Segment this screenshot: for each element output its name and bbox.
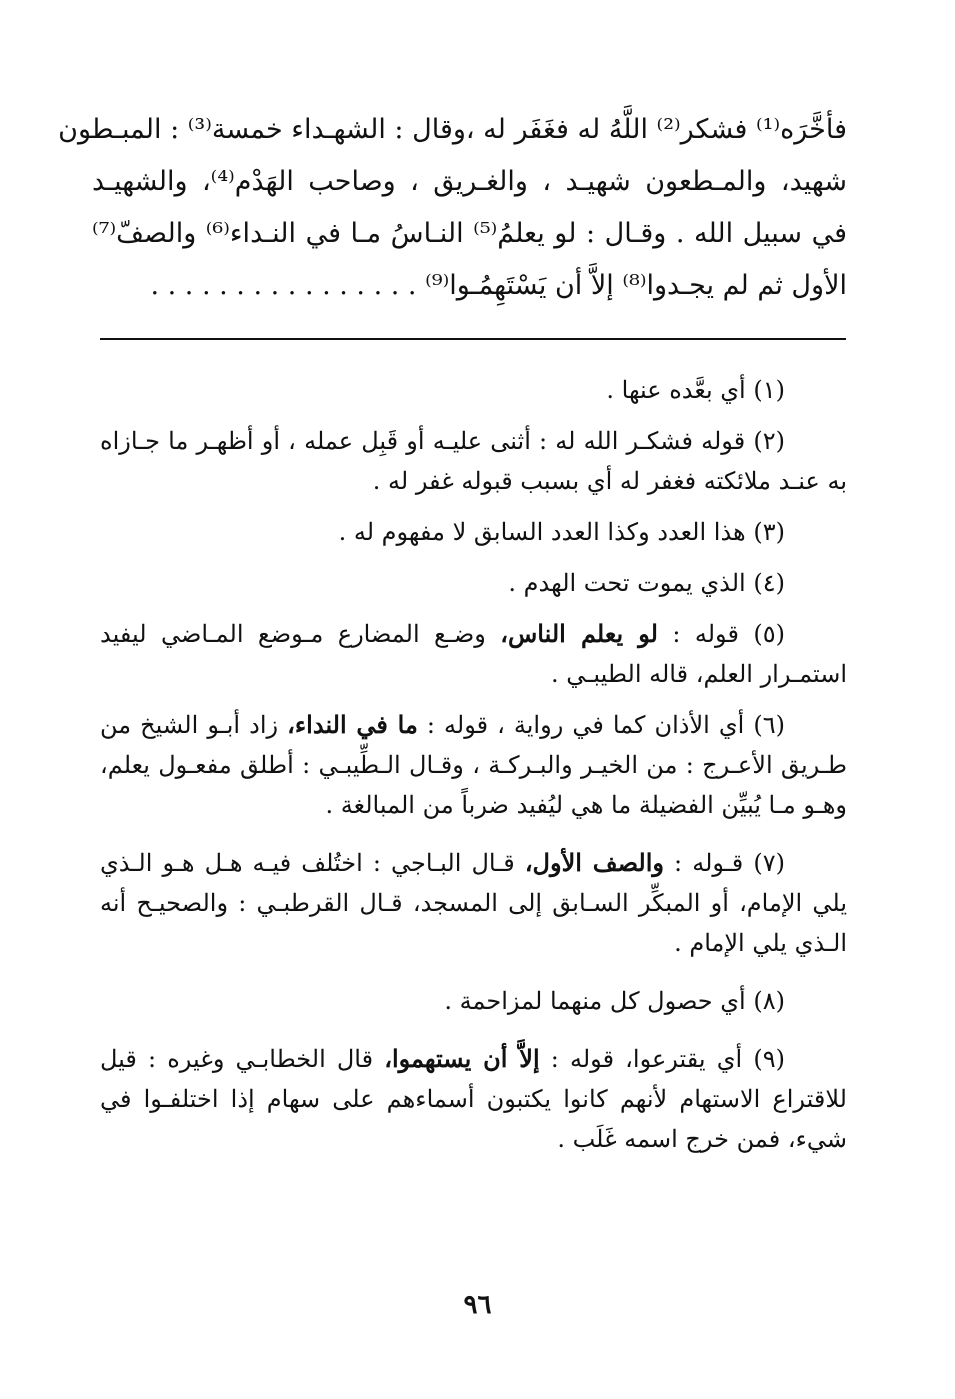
footnote <box>100 705 847 825</box>
footnote-number: (١) <box>753 376 785 404</box>
footnote-text: هذا العدد وكذا العدد السابق لا مفهوم له . <box>338 518 746 546</box>
footnote-text: أي حصول كل منهما لمزاحمة . <box>444 987 746 1015</box>
footnote <box>100 370 847 410</box>
footnote-quoted-phrase: إلاَّ أن يستهموا، <box>384 1044 540 1073</box>
main-text-line: شهيد، والمـطعون شهيـد ، والغـريق ، وصاحب الهَدْم⁽⁴⁾، والشهيـد <box>92 166 847 197</box>
footnote-text: قـال البـاجي : اختُلف فيـه هـل هـو الـذي يلي الإمام، أو المبكِّر السـابق إلى المسجد، قـال القرطبـي : والصحيـح أنه الـذي يلي الإمام . <box>100 849 847 957</box>
main-text-line: الأول ثم لم يجـدوا⁽⁸⁾ إلاَّ أن يَسْتَهِمُـوا⁽⁹⁾ <box>425 270 847 301</box>
footnote-lead: أي يقترعوا، قوله : <box>550 1045 743 1073</box>
footnote-quoted-phrase: والصف الأول، <box>524 848 664 877</box>
footnote-number: (٥) <box>753 620 785 648</box>
footnote <box>100 512 847 552</box>
page-number: ٩٦ <box>463 1290 492 1320</box>
main-text-block <box>58 104 847 312</box>
footnote-lead: قوله : <box>672 620 739 648</box>
footnote-number: (٦) <box>753 711 786 739</box>
footnote <box>100 843 847 963</box>
footnote-text: قوله فشكـر الله له : أثنى عليـه أو قَبِل عمله ، أو أظهـر ما جـازاه به عنـد ملائكته فغفر له أي بسبب قبوله غفر له . <box>100 427 847 495</box>
footnote-number: (٤) <box>753 569 785 597</box>
footnote-text: وضـع المضارع مـوضع المـاضي ليفيد استمـرار العلم، قاله الطيبـي . <box>100 620 847 688</box>
footnote <box>100 563 847 603</box>
footnote-lead: أي الأذان كما في رواية ، قوله : <box>426 711 745 739</box>
footnote <box>100 1039 847 1159</box>
footnote-quoted-phrase: ما في النداء، <box>287 710 418 739</box>
footnote-text: قال الخطابـي وغيره : قيل للاقتراع الاستهام لأنهم كانوا يكتبون أسماءهم على سهام إذا اختلفـوا في شيء، فمن خرج اسمه غَلَب . <box>100 1045 847 1153</box>
footnote-quoted-phrase: لو يعلم الناس، <box>500 619 658 648</box>
footnote-text: زاد أبـو الشيخ من طـريق الأعـرج : من الخيـر والبـركـة ، وقـال الـطِّيبـي : أطلق مفعـول يعلم، وهـو مـا يُبيِّن الفضيلة ما هي ليُفيد ضرباً من المبالغة . <box>100 711 847 819</box>
footnote <box>100 981 847 1021</box>
footnote-text: الذي يموت تحت الهدم . <box>508 569 746 597</box>
main-text-line: في سبيل الله . وقـال : لو يعلمُ⁽⁵⁾ النـاسُ مـا في النـداء⁽⁶⁾ والصفّ⁽⁷⁾ <box>92 218 847 249</box>
footnote-number: (٢) <box>753 427 785 455</box>
footnote-text: أي بعَّده عنها . <box>606 376 746 404</box>
footnotes-block <box>100 370 847 1159</box>
footnote <box>100 421 847 501</box>
trailing-dots: . . . . . . . . . . . . . . . . <box>150 270 417 301</box>
footnote <box>100 614 847 694</box>
footnote-number: (٧) <box>753 849 786 877</box>
footnote-number: (٣) <box>753 518 785 546</box>
footnote-number: (٨) <box>753 987 785 1015</box>
main-text-line-last <box>92 260 847 312</box>
footnote-number: (٩) <box>753 1045 785 1073</box>
footnote-lead: قـوله : <box>674 849 744 877</box>
footnote-separator <box>100 338 846 340</box>
main-text-line: فأخَّرَه⁽¹⁾ فشكر⁽²⁾ اللَّهُ له فغَفَر له ،وقال : الشهـداء خمسة⁽³⁾ : المبـطون <box>58 114 847 145</box>
